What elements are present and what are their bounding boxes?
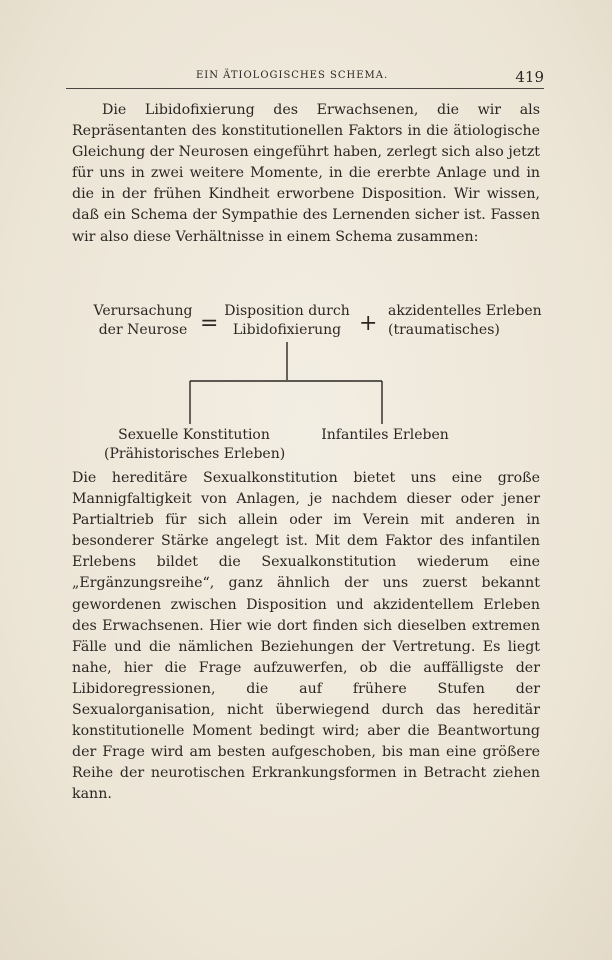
equals-sign: = (200, 311, 219, 336)
branch-right-term: Infantiles Erleben (321, 427, 449, 443)
page-number: 419 (515, 68, 544, 86)
scheme-middle-line1: Disposition durch (224, 303, 350, 319)
scheme-middle-term (222, 302, 352, 340)
plus-sign: + (359, 311, 378, 336)
page-header (66, 68, 544, 86)
branch-left-term (104, 426, 284, 464)
paragraph-2: Die hereditäre Sexualkonstitution bietet uns eine große Mannigfaltigkeit von Anlagen, je nachdem dieser oder jener Partialtrieb für sich allein oder im Verein mit anderen in besonderer Stärke angelegt ist. Mit dem Faktor des infantilen Erlebens bildet die Sexualkonstitution wiederum eine „Ergänzungsreihe“, ganz ähnlich der uns zuerst bekannt gewordenen zwischen Disposition und akzidentellem Erleben des Erwachsenen. Hier wie dort finden sich dieselben extremen Fälle und die nämlichen Beziehungen der Vertretung. Es liegt nahe, hier die Frage aufzuwerfen, ob die auffälligste der Libidoregressionen, die auf frühere Stufen der Sexualorganisation, nicht überwiegend durch das hereditär konstitutionelle Moment bedingt wird; aber die Beantwortung der Frage wird am besten aufgeschoben, bis man eine größere Reihe der neurotischen Erkrankungsformen in Betracht ziehen kann. (72, 470, 540, 803)
scheme-right-line1: akzidentelles Erleben (388, 303, 542, 319)
scheme-left-line1: Verursachung (93, 303, 193, 319)
scheme-left-term (88, 302, 198, 340)
header-rule (66, 88, 544, 89)
scheme-right-line2: (traumatisches) (388, 322, 500, 338)
paragraph-1: Die Libidofixierung des Erwachsenen, die wir als Repräsentanten des konstitutionellen Faktors in die ätiologische Gleichung der Neurosen eingeführt haben, zerlegt sich also jetzt für uns in zwei weitere Momente, in die ererbte Anlage und in die in der frühen Kindheit erworbene Disposition. Wir wissen, daß ein Schema der Sympathie des Lernenden sicher ist. Fassen wir also diese Verhältnisse in einem Schema zusammen: (72, 102, 540, 245)
branch-left-line1: Sexuelle Konstitution (118, 427, 270, 443)
running-head: EIN ÄTIOLOGISCHES SCHEMA. (196, 70, 389, 81)
scheme-left-line2: der Neurose (98, 322, 188, 338)
scheme-middle-line2: Libidofixierung (232, 322, 342, 338)
scheme-right-term (388, 302, 542, 340)
branch-left-line2: (Prähistorisches Erleben) (104, 446, 286, 462)
etiological-scheme (0, 298, 612, 468)
